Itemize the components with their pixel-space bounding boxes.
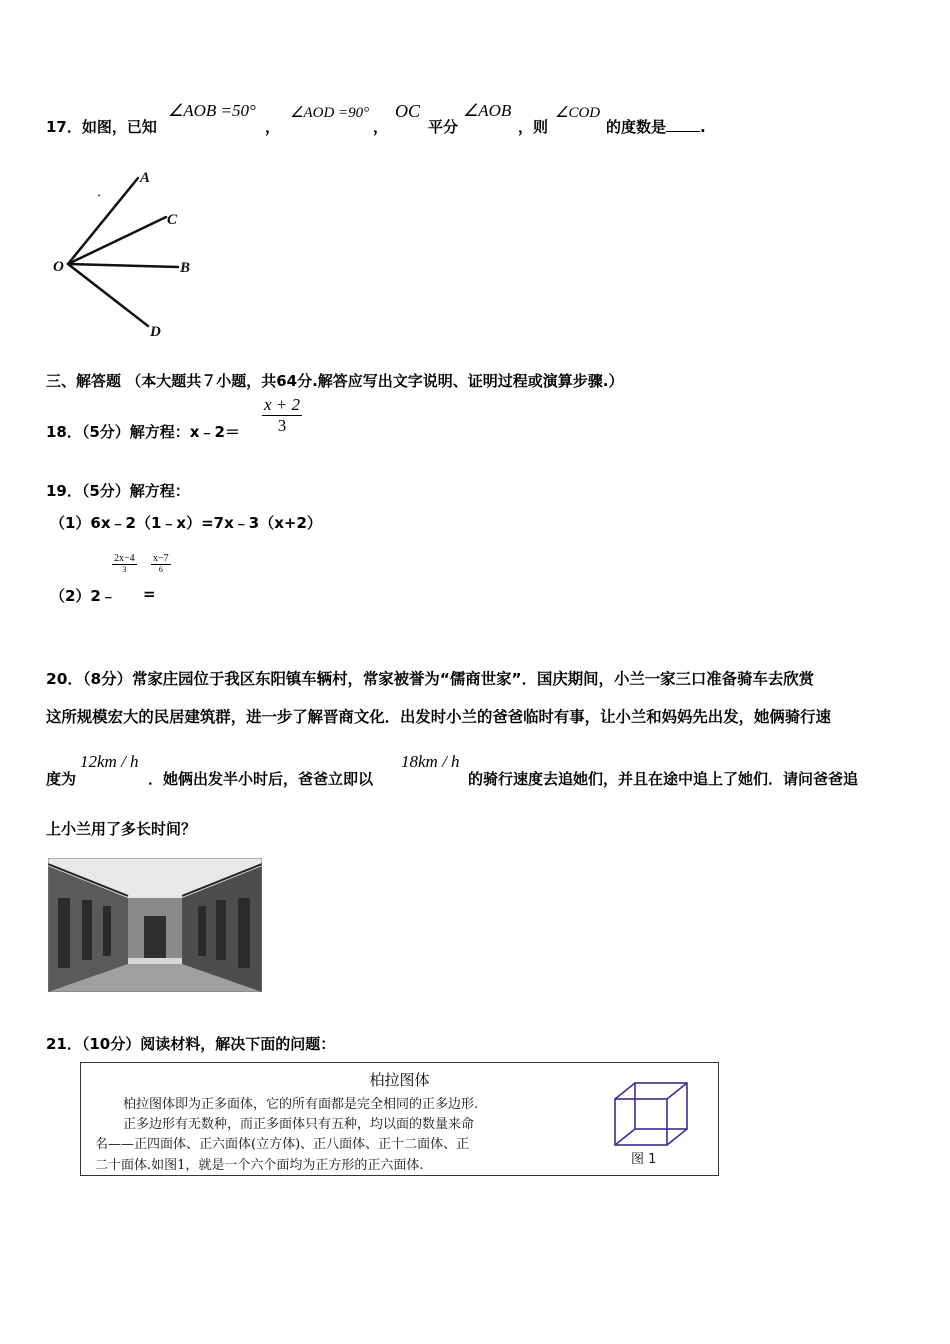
q17-comma2: ， (373, 118, 389, 136)
q17-period: . (700, 118, 706, 136)
q17-angle-aob: ∠AOB =50° (168, 101, 256, 120)
q18-denominator: 3 (277, 416, 287, 435)
cube-figure (611, 1079, 691, 1149)
label-c: C (167, 212, 178, 228)
figure-caption: 图 1 (631, 1152, 657, 1167)
courtyard-photo (48, 858, 262, 992)
q17-angle-aob2: ∠AOB (463, 101, 512, 120)
ray-od (68, 264, 148, 326)
q19-f2-num: x−7 (153, 553, 169, 564)
q20-line2: 这所规模宏大的民居建筑群，进一步了解晋商文化．出发时小兰的爸爸临时有事，让小兰和妈妈先出发，她俩骑行速 (46, 708, 831, 726)
q20-speed2: 18km / h (401, 752, 460, 771)
section-heading: 三、解答题 （本大题共７小题，共64分.解答应写出文字说明、证明过程或演算步骤.） (46, 372, 624, 390)
angle-diagram (40, 160, 220, 350)
q17-tail (606, 116, 706, 137)
ray-oa (68, 178, 138, 264)
q19-f1-den: 3 (122, 565, 127, 574)
q17-comma1: ， (265, 118, 281, 136)
q18-text: 18．（5分）解方程：x﹣2＝ (46, 423, 240, 441)
box-line-1: 柏拉图体即为正多面体，它的所有面都是完全相同的正多边形. (123, 1097, 479, 1112)
box-line-3: 名——正四面体、正六面体(立方体)、正八面体、正十二面体、正 (95, 1137, 470, 1152)
ray-oc (68, 217, 166, 264)
q19-title: 19．（5分）解方程： (46, 482, 190, 500)
q17-then: ，则 (518, 118, 549, 136)
answer-blank (666, 117, 700, 132)
box-title: 柏拉图体 (369, 1071, 430, 1089)
q20-line3c: 的骑行速度去追她们，并且在途中追上了她们．请问爸爸追 (468, 770, 859, 788)
q18-numerator: x + 2 (264, 395, 301, 414)
q19-f2-den: 6 (158, 565, 163, 574)
reading-material-box (80, 1062, 719, 1176)
q20-line3a: 度为 (46, 770, 77, 788)
q21-title: 21．（10分）阅读材料，解决下面的问题： (46, 1035, 336, 1053)
q18-fraction (262, 395, 302, 436)
label-o: O (53, 259, 64, 275)
q19-part1: （1）6x﹣2（1﹣x）=7x﹣3（x+2） (50, 514, 322, 532)
q20-line3b: ．她俩出发半小时后，爸爸立即以 (148, 770, 374, 788)
stray-mark (98, 195, 100, 196)
label-d: D (150, 324, 161, 340)
q17-bisect: 平分 (428, 118, 459, 136)
q17-oc: OC (395, 101, 421, 121)
ray-ob (68, 264, 178, 267)
q19-fraction2 (151, 553, 171, 574)
q17-tail-text: 的度数是 (606, 118, 667, 136)
q17-intro: 如图，已知 (81, 118, 157, 136)
label-b: B (180, 260, 191, 276)
q20-line4: 上小兰用了多长时间？ (46, 820, 197, 838)
q17-number: 17． (46, 118, 82, 136)
box-line-4: 二十面体.如图1，就是一个六个面均为正方形的正六面体. (95, 1158, 424, 1173)
q19-part2-eq: = (143, 585, 156, 603)
q19-part2-prefix: （2）2﹣ (50, 587, 116, 605)
q20-line1: 20．（8分）常家庄园位于我区东阳镇车辆村，常家被誉为“儒商世家”．国庆期间，小兰一家三口准备骑车去欣赏 (46, 670, 815, 688)
q19-f1-num: 2x−4 (114, 553, 135, 564)
label-a: A (140, 170, 151, 186)
box-line-2: 正多边形有无数种，而正多面体只有五种，均以面的数量来命 (123, 1117, 475, 1132)
q20-speed1: 12km / h (80, 752, 139, 771)
q17-angle-cod: ∠COD (555, 105, 601, 121)
q17-angle-aod: ∠AOD =90° (290, 105, 370, 121)
q19-fraction1 (112, 553, 137, 574)
q17-line (46, 116, 157, 137)
